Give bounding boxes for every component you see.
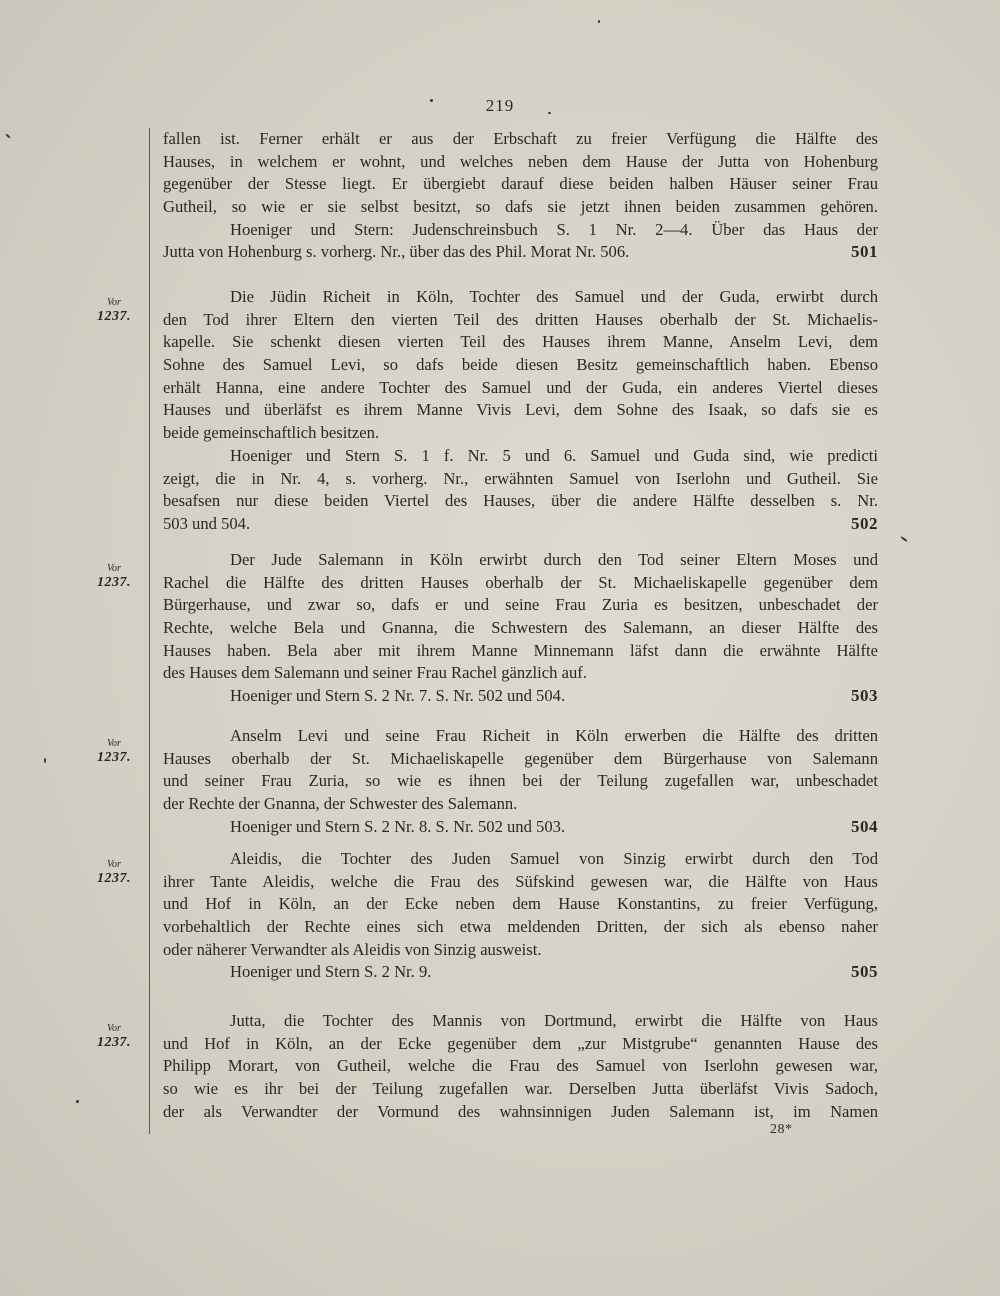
text-line: Rechte, welche Bela und Gnanna, die Schwestern des Salemann, an dieser Hälfte des	[163, 618, 878, 638]
margin-date	[86, 296, 142, 324]
text-line: Gutheil, so wie er sie selbst besitzt, so dafs sie jetzt ihnen beiden zusammen gehören.	[163, 197, 878, 217]
margin-date-word: Vor	[107, 1023, 121, 1034]
text-block-entry	[163, 549, 878, 708]
text-line: ihrer Tante Aleidis, welche die Frau des Süfskind gewesen war, die Hälfte von Haus	[163, 871, 878, 891]
text-block-entry	[163, 1010, 878, 1123]
entry-number: 502	[851, 513, 878, 533]
text-line: gegenüber der Stesse liegt. Er übergiebt darauf diese beiden halben Häuser seiner Frau	[163, 174, 878, 194]
text-line: und seiner Frau Zuria, so wie es ihnen bei der Teilung zugefallen war, unbeschadet	[163, 771, 878, 791]
page-number: 219	[485, 96, 515, 115]
text-line: oder näherer Verwandter als Aleidis von Sinzig ausweist.	[163, 939, 542, 959]
text-line: der als Verwandter der Vormund des wahnsinnigen Juden Salemann ist, im Namen	[163, 1101, 878, 1121]
text-line: Anselm Levi und seine Frau Richeit in Köln erwerben die Hälfte des dritten	[230, 726, 878, 745]
margin-date	[86, 737, 142, 765]
scan-speck	[44, 758, 46, 763]
text-line-content: Hoeniger und Stern S. 2 Nr. 7. S. Nr. 502 und 504.	[230, 686, 566, 706]
text-line: und Hof in Köln, an der Ecke gegenüber dem „zur Mistgrube“ genannten Hause des	[163, 1033, 878, 1053]
text-line: kapelle. Sie schenkt diesen vierten Teil des Hauses ihrem Manne, Anselm Levi, dem	[163, 332, 878, 352]
scan-speck	[76, 1100, 79, 1103]
text-line-content: 503 und 504.	[163, 513, 251, 533]
text-line: besafsen nur diese beiden Viertel des Hauses, über die andere Hälfte desselben s. Nr.	[163, 491, 878, 511]
margin-rule	[149, 128, 150, 1134]
margin-date-word: Vor	[107, 738, 121, 749]
printer-signature: 28*	[770, 1122, 793, 1137]
text-line-content: Hoeniger und Stern S. 2 Nr. 8. S. Nr. 502 und 503.	[230, 816, 566, 836]
scan-speck	[598, 20, 600, 23]
text-line: und Hof in Köln, an der Ecke neben dem Hause Konstantins, zu freier Verfügung,	[163, 894, 878, 914]
entry-number: 503	[851, 686, 878, 706]
text-line: Hauses haben. Bela aber mit ihrem Manne Minnemann läfst dann die erwähnte Hälfte	[163, 640, 878, 660]
text-line: Der Jude Salemann in Köln erwirbt durch den Tod seiner Eltern Moses und	[230, 550, 878, 569]
text-line: erhält Hanna, eine andere Tochter des Samuel und der Guda, ein anderes Viertel dieses	[163, 377, 878, 397]
text-block-entry	[163, 725, 878, 838]
text-line-content: Jutta von Hohenburg s. vorherg. Nr., über das des Phil. Morat Nr. 506.	[163, 242, 630, 262]
margin-date	[86, 562, 142, 590]
source-citation: Hoeniger und Stern S. 1 f. Nr. 5 und 6. Samuel und Guda sind, wie predicti	[230, 445, 878, 465]
margin-date-year: 1237.	[97, 575, 131, 590]
text-line: Hauses, in welchem er wohnt, und welches neben dem Hause der Jutta von Hohenburg	[163, 151, 878, 171]
text-block-intro	[163, 128, 878, 264]
entry-number: 504	[851, 816, 878, 836]
text-line: zeigt, die in Nr. 4, s. vorherg. Nr., erwähnten Samuel von Iserlohn und Gutheil. Sie	[163, 468, 878, 488]
text-line-content: Hoeniger und Stern S. 2 Nr. 9.	[230, 962, 432, 982]
margin-date-year: 1237.	[97, 1035, 131, 1050]
text-line: Die Jüdin Richeit in Köln, Tochter des Samuel und der Guda, erwirbt durch	[230, 287, 878, 306]
margin-date-word: Vor	[107, 297, 121, 308]
scan-speck	[5, 133, 11, 138]
text-line: Rachel die Hälfte des dritten Hauses oberhalb der St. Michaeliskapelle gegenüber dem	[163, 572, 878, 592]
text-line: den Tod ihrer Eltern den vierten Teil des dritten Hauses oberhalb der St. Michaelis-	[163, 309, 878, 329]
text-line: des Hauses dem Salemann und seiner Frau Rachel gänzlich auf.	[163, 663, 587, 683]
text-line: Aleidis, die Tochter des Juden Samuel von Sinzig erwirbt durch den Tod	[230, 849, 878, 868]
text-line	[163, 241, 878, 264]
text-line: fallen ist. Ferner erhält er aus der Erbschaft zu freier Verfügung die Hälfte des	[163, 129, 878, 148]
source-citation: Hoeniger und Stern: Judenschreinsbuch S. 1 Nr. 2—4. Über das Haus der	[230, 219, 878, 239]
scan-speck	[548, 112, 551, 114]
scan-speck	[430, 99, 433, 102]
margin-date-year: 1237.	[97, 750, 131, 765]
margin-date	[86, 858, 142, 886]
margin-date-word: Vor	[107, 563, 121, 574]
text-line: beide gemeinschaftlich besitzen.	[163, 423, 380, 443]
text-line: vorbehaltlich der Rechte eines sich etwa meldenden Dritten, der sich als ebenso naher	[163, 917, 878, 937]
text-line: Philipp Morart, von Gutheil, welche die Frau des Samuel von Iserlohn gewesen war,	[163, 1056, 878, 1076]
text-line: so wie es ihr bei der Teilung zugefallen war. Derselben Jutta überläfst Vivis Sadoch,	[163, 1079, 878, 1099]
margin-date-year: 1237.	[97, 871, 131, 886]
margin-date	[86, 1022, 142, 1050]
source-citation	[163, 816, 878, 839]
margin-date-word: Vor	[107, 859, 121, 870]
source-citation	[163, 685, 878, 708]
entry-number: 501	[851, 242, 878, 262]
text-line: Sohne des Samuel Levi, so dafs beide diesen Besitz gemeinschaftlich haben. Ebenso	[163, 355, 878, 375]
text-line: Hauses oberhalb der St. Michaeliskapelle gegenüber dem Bürgerhause von Salemann	[163, 748, 878, 768]
source-citation	[163, 961, 878, 984]
text-line: Hauses und überläfst es ihrem Manne Vivis Levi, dem Sohne des Isaak, so dafs sie es	[163, 400, 878, 420]
text-line	[163, 513, 878, 536]
entry-number: 505	[851, 962, 878, 982]
text-line: Jutta, die Tochter des Mannis von Dortmund, erwirbt die Hälfte von Haus	[230, 1011, 878, 1030]
margin-date-year: 1237.	[97, 309, 131, 324]
scan-speck	[900, 536, 908, 542]
text-block-entry	[163, 286, 878, 536]
text-line: der Rechte der Gnanna, der Schwester des Salemann.	[163, 794, 518, 814]
text-block-entry	[163, 848, 878, 984]
text-line: Bürgerhause, und zwar so, dafs er und seine Frau Zuria es besitzen, unbeschadet der	[163, 595, 878, 615]
